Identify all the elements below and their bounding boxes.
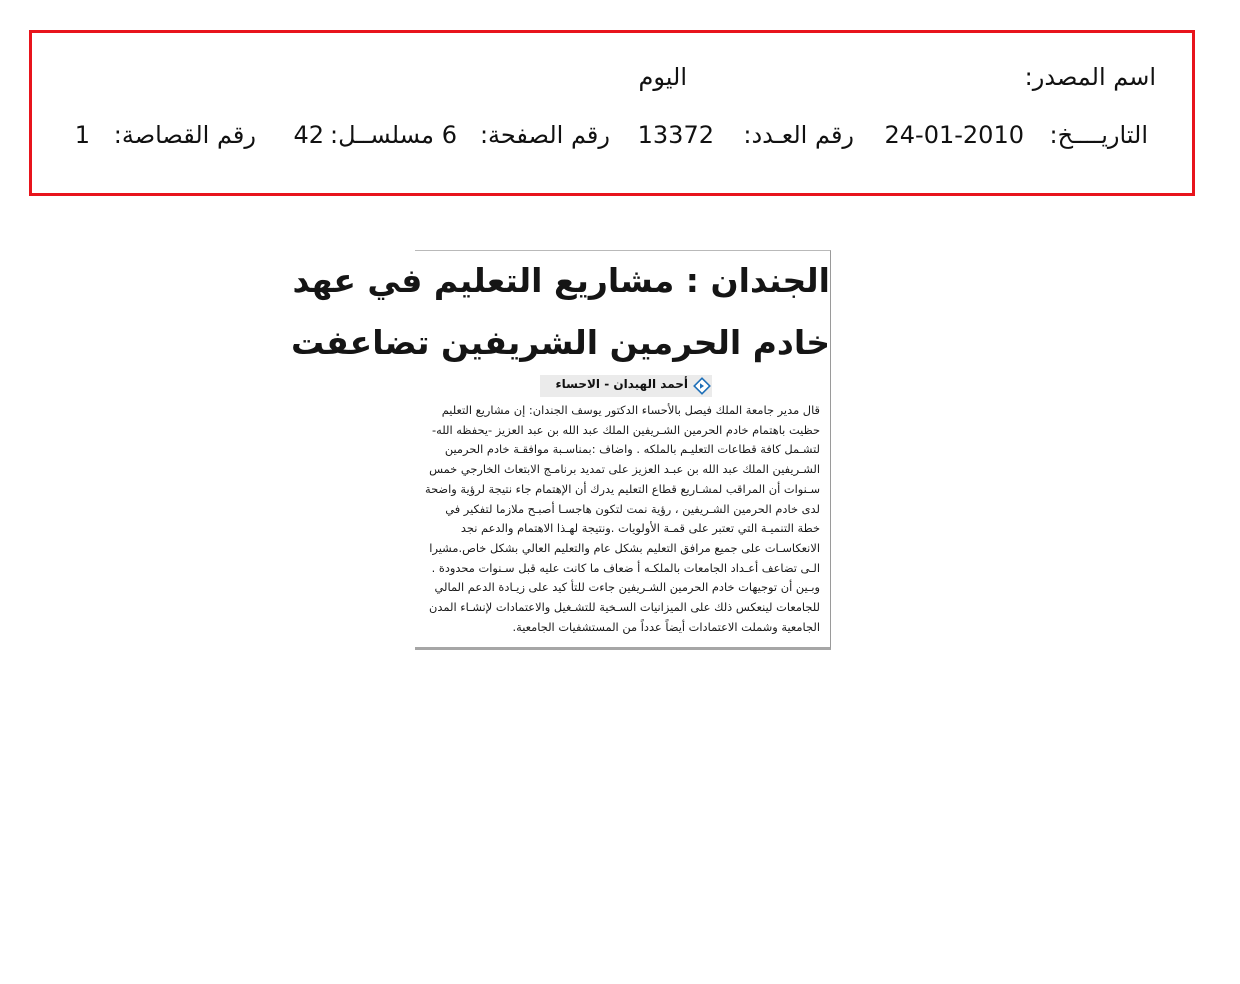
clip-number-label: رقم القصاصة:: [113, 121, 256, 149]
diamond-arrow-icon: [694, 378, 710, 394]
date-value: 24-01-2010: [884, 121, 1024, 149]
page-label: رقم الصفحة:: [479, 121, 610, 149]
body-line: حظيت باهتمام خادم الحرمين الشـريفين الملك عبد الله بن عبد العزيز -يحفظه الله-: [432, 422, 820, 437]
body-line: الشـريفين الملك عبد الله بن عبـد العزيز على تمديد برنامـج الابتعاث الخارجي خمس: [429, 462, 820, 477]
body-line: الانعكاسـات على جميع مرافق التعليم بشكل عام والتعليم العالي بشكل خاص.مشيرا: [429, 540, 820, 555]
body-line: خطة التنميـة التي تعتبر على قمـة الأولويات .ونتيجة لهـذا الاهتمام والدعم نجد: [460, 521, 820, 536]
newspaper-clipping: [290, 250, 831, 650]
headline-line-1: الجندان : مشاريع التعليم في عهد: [292, 261, 830, 300]
source-label: اسم المصدر:: [1024, 63, 1156, 91]
source-row: [32, 63, 1192, 103]
date-label: التاريــــخ:: [1049, 121, 1148, 149]
article-body: [414, 401, 820, 637]
serial-label: مسلســل:: [330, 121, 434, 149]
details-row: [32, 121, 1192, 161]
body-line: الـى تضاعف أعـداد الجامعات بالملكـه أ ضعاف ما كانت عليه قبل سـنوات محدودة .: [431, 560, 820, 575]
body-line: وبـين أن توجيهات خادم الحرمين الشـريفين جاءت للتأ كيد على زيـادة الدعم المالي: [434, 580, 820, 595]
source-value: اليوم: [638, 63, 687, 91]
clip-number-value: 1: [74, 121, 90, 149]
body-line: لتشـمل كافة قطاعات التعليـم بالملكه . واضاف :بمناسـبة موافقـة خادم الحرمين: [444, 442, 820, 457]
byline-author: أحمد الهبدان - الاحساء: [555, 377, 688, 391]
body-line: قال مدير جامعة الملك فيصل بالأحساء الدكتور يوسف الجندان: إن مشاريع التعليم: [441, 403, 820, 417]
body-line: للجامعات لينعكس ذلك على الميزانيات السـخية للتشـغيل والاعتمادات لإنشـاء المدن: [429, 600, 820, 615]
body-line: الجامعية وشملت الاعتمادات أيضاً عدداً من المستشفيات الجامعية.: [512, 619, 820, 634]
body-line: سـنوات أن المراقب لمشـاريع قطاع التعليم يدرك أن الإهتمام جاء نتيجة لرؤية واضحة: [424, 481, 820, 496]
body-line: لدى خادم الحرمين الشـريفين ، رؤية نمت لتكون هاجسـا أصبـح ملازما لتفكير في: [445, 501, 820, 516]
page-value: 6: [441, 121, 457, 149]
serial-value: 42: [293, 121, 324, 149]
issue-value: 13372: [637, 121, 714, 149]
headline-line-2: خادم الحرمين الشريفين تضاعفت: [290, 323, 830, 362]
source-info-box: [29, 30, 1195, 196]
issue-label: رقم العـدد:: [743, 121, 854, 149]
byline: [540, 375, 712, 397]
